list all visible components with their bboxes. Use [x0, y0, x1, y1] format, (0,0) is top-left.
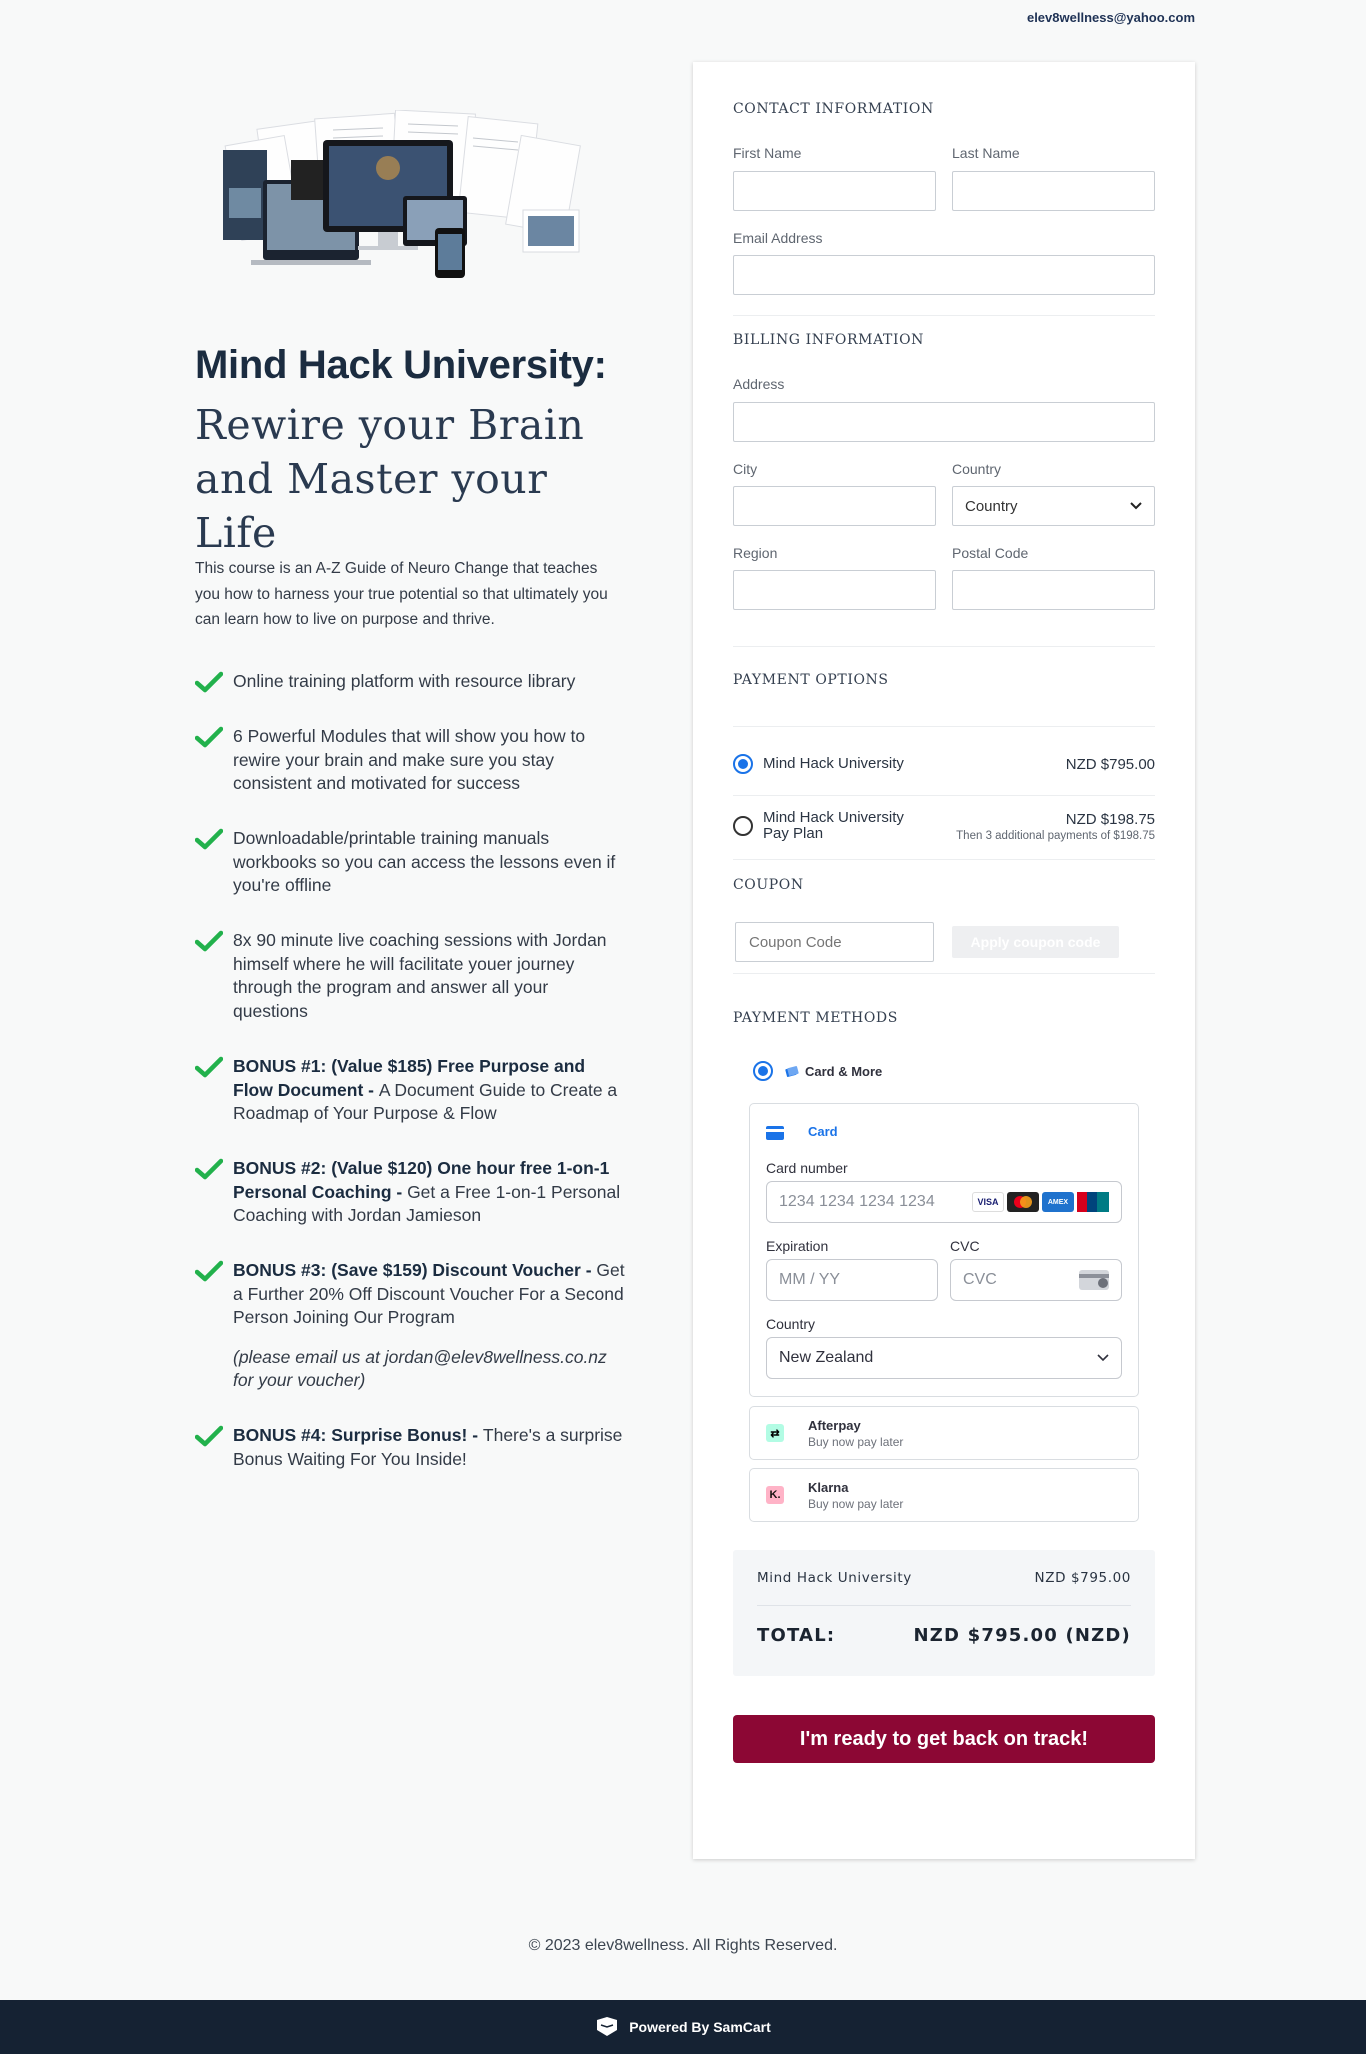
card-more-option[interactable]: [753, 1061, 882, 1081]
feature-item: 8x 90 minute live coaching sessions with Jordan himself where he will facilitate youer journey through the program and answer all your questions: [195, 929, 625, 1023]
country-label: Country: [952, 461, 1002, 477]
afterpay-icon: ⇄: [766, 1424, 784, 1442]
check-icon: [195, 929, 223, 953]
powered-by-text: Powered By SamCart: [629, 2019, 771, 2035]
option-installments: Then 3 additional payments of $198.75: [956, 829, 1155, 842]
option-name: Mind Hack University: [763, 755, 904, 772]
divider: [733, 795, 1155, 796]
address-label: Address: [733, 376, 785, 392]
city-input[interactable]: [733, 486, 936, 526]
radio-selected[interactable]: [733, 754, 753, 774]
billing-heading: BILLING INFORMATION: [733, 332, 925, 348]
region-input[interactable]: [733, 570, 936, 610]
amex-icon: AMEX: [1042, 1192, 1074, 1212]
feature-item: BONUS #4: Surprise Bonus! - There's a surprise Bonus Waiting For You Inside!: [195, 1424, 625, 1471]
afterpay-subtitle: Buy now pay later: [808, 1435, 904, 1449]
feature-item: Online training platform with resource library: [195, 670, 625, 694]
afterpay-title: Afterpay: [808, 1418, 861, 1433]
expiration-label: Expiration: [766, 1238, 829, 1254]
afterpay-option[interactable]: [749, 1406, 1139, 1460]
payment-option-plan[interactable]: [733, 810, 1155, 842]
klarna-icon: K.: [766, 1486, 784, 1504]
feature-item: BONUS #2: (Value $120) One hour free 1-on-1 Personal Coaching - Get a Free 1-on-1 Personal Coaching with Jordan Jamieson: [195, 1157, 625, 1228]
product-subtitle: Rewire your Brain and Master your Life: [195, 401, 585, 557]
card-number-label: Card number: [766, 1160, 848, 1176]
first-name-input[interactable]: [733, 171, 936, 211]
card-country-value: New Zealand: [779, 1349, 874, 1366]
samcart-logo-icon: [595, 2016, 619, 2038]
check-icon: [195, 725, 223, 749]
address-input[interactable]: [733, 402, 1155, 442]
email-input[interactable]: [733, 255, 1155, 295]
mastercard-icon: [1007, 1192, 1039, 1212]
card-tab-label: Card: [808, 1124, 838, 1139]
summary-item-price: NZD $795.00: [1034, 1570, 1131, 1586]
payment-options-heading: PAYMENT OPTIONS: [733, 672, 889, 688]
last-name-input[interactable]: [952, 171, 1155, 211]
total-value: NZD $795.00 (NZD): [913, 1625, 1131, 1646]
card-stack-icon: [785, 1064, 799, 1078]
feature-item: BONUS #3: (Save $159) Discount Voucher - Get a Further 20% Off Discount Voucher For a Second Person Joining Our Program (please email us at jordan@elev8wellness.co.nz for your voucher): [195, 1259, 625, 1393]
first-name-label: First Name: [733, 145, 802, 161]
summary-item-name: Mind Hack University: [757, 1570, 912, 1586]
product-description: This course is an A-Z Guide of Neuro Change that teaches you how to harness your true potential so that ultimately you can learn how to live on purpose and thrive.: [195, 560, 608, 628]
card-payment-box[interactable]: [749, 1103, 1139, 1397]
email-label: Email Address: [733, 230, 823, 246]
card-number-placeholder: 1234 1234 1234 1234: [779, 1193, 935, 1210]
feature-item: 6 Powerful Modules that will show you how to rewire your brain and make sure you stay consistent and motivated for success: [195, 725, 625, 796]
divider: [733, 859, 1155, 860]
city-label: City: [733, 461, 758, 477]
postal-code-input[interactable]: [952, 570, 1155, 610]
checkout-panel: [693, 62, 1195, 1859]
last-name-label: Last Name: [952, 145, 1020, 161]
coupon-input[interactable]: [735, 922, 934, 962]
option-price: NZD $795.00: [1065, 755, 1155, 773]
expiration-placeholder: MM / YY: [779, 1271, 841, 1288]
product-mockup-image: [223, 110, 603, 280]
visa-icon: VISA: [972, 1192, 1004, 1212]
check-icon: [195, 1424, 223, 1448]
check-icon: [195, 1157, 223, 1181]
product-title: Mind Hack University:: [195, 343, 607, 387]
cvc-input[interactable]: [950, 1259, 1122, 1301]
country-select-value: Country: [965, 497, 1018, 515]
submit-order-button[interactable]: I'm ready to get back on track!: [733, 1715, 1155, 1763]
radio-selected[interactable]: [753, 1061, 773, 1081]
card-country-label: Country: [766, 1316, 816, 1332]
copyright: © 2023 elev8wellness. All Rights Reserved.: [528, 1937, 838, 1954]
divider: [733, 973, 1155, 974]
expiration-input[interactable]: [766, 1259, 938, 1301]
footer-bar: [0, 2000, 1366, 2054]
card-number-input[interactable]: [766, 1181, 1122, 1223]
postal-label: Postal Code: [952, 545, 1029, 561]
apply-coupon-button[interactable]: Apply coupon code: [952, 926, 1119, 958]
cvc-card-icon: [1079, 1270, 1109, 1290]
card-icon: [766, 1126, 784, 1140]
unionpay-icon: [1077, 1192, 1109, 1212]
radio-unselected[interactable]: [733, 816, 753, 836]
option-price: NZD $198.75: [1065, 810, 1155, 828]
contact-heading: CONTACT INFORMATION: [733, 101, 934, 117]
voucher-note: (please email us at jordan@elev8wellness.co.nz for your voucher): [233, 1346, 607, 1390]
check-icon: [195, 1259, 223, 1283]
cvc-placeholder: CVC: [963, 1271, 997, 1288]
klarna-subtitle: Buy now pay later: [808, 1497, 904, 1511]
card-country-select[interactable]: [766, 1337, 1122, 1379]
option-name: Mind Hack University Pay Plan: [763, 809, 904, 842]
chevron-down-icon: [1097, 1354, 1109, 1362]
klarna-option[interactable]: [749, 1468, 1139, 1522]
check-icon: [195, 670, 223, 694]
divider: [733, 726, 1155, 727]
chevron-down-icon: [1130, 502, 1142, 510]
payment-methods-heading: PAYMENT METHODS: [733, 1010, 898, 1026]
account-email: elev8wellness@yahoo.com: [1026, 10, 1195, 25]
divider: [733, 315, 1155, 316]
feature-item: Downloadable/printable training manuals workbooks so you can access the lessons even if you're offline: [195, 827, 625, 898]
check-icon: [195, 827, 223, 851]
payment-option-full[interactable]: [733, 754, 1155, 774]
klarna-title: Klarna: [808, 1480, 849, 1495]
cvc-label: CVC: [950, 1238, 980, 1254]
country-select[interactable]: [952, 486, 1155, 526]
coupon-heading: COUPON: [733, 877, 804, 893]
region-label: Region: [733, 545, 778, 561]
total-label: TOTAL:: [757, 1625, 836, 1646]
feature-item: BONUS #1: (Value $185) Free Purpose and Flow Document - A Document Guide to Create a Roadmap of Your Purpose & Flow: [195, 1055, 625, 1126]
divider: [733, 646, 1155, 647]
check-icon: [195, 1055, 223, 1079]
card-more-label: Card & More: [805, 1063, 883, 1079]
order-summary: [733, 1550, 1155, 1676]
